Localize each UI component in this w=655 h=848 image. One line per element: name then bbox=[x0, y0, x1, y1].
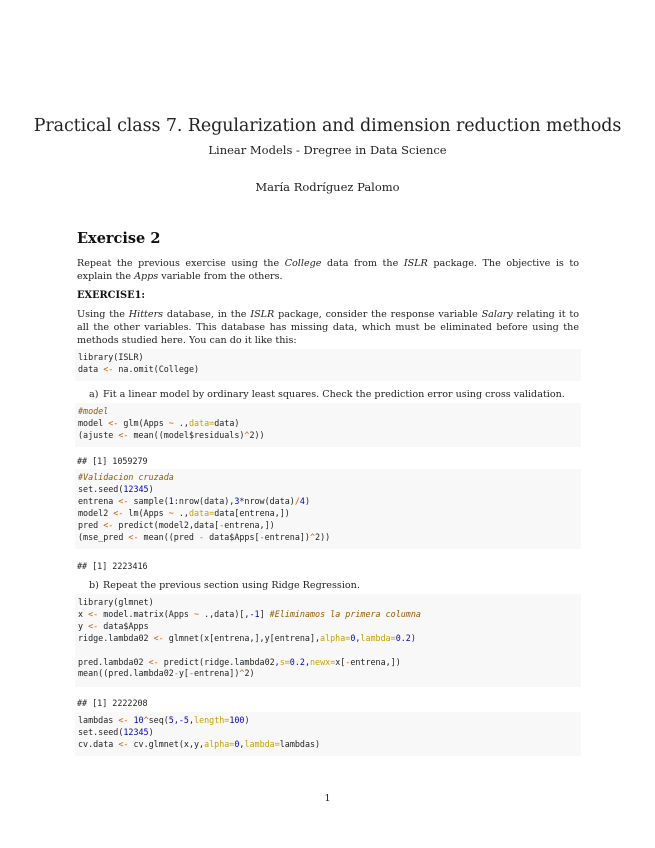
exercise1-paragraph: Using the Hitters database, in the ISLR package, consider the response variable Salary relating it to all the other variables. This database has missing data, which must be eliminated before using the methods studied here. You can do it like this: bbox=[77, 309, 580, 346]
subheading-exercise1: EXERCISE1: bbox=[77, 290, 146, 301]
code-block-cv-lambdas: lambdas <- 10^seq(5,-5,length=100) set.seed(12345) cv.data <- cv.glmnet(x,y,alpha=0,lambda=lambdas) bbox=[75, 712, 581, 756]
intro-paragraph: Repeat the previous exercise using the College data from the ISLR package. The objective is to explain the Apps variable from the others. bbox=[77, 258, 580, 282]
output-ols: ## [1] 1059279 bbox=[77, 456, 148, 466]
output-cross-validation: ## [1] 2223416 bbox=[77, 561, 148, 571]
list-item-b: b) Repeat the previous section using Ridge Regression. bbox=[89, 580, 360, 591]
code-block-ols-model: #model model <- glm(Apps ~ .,data=data) (ajuste <- mean((model$residuals)^2)) bbox=[75, 403, 581, 447]
section-heading: Exercise 2 bbox=[77, 230, 161, 247]
code-block-ridge: library(glmnet) x <- model.matrix(Apps ~ .,data)[,-1] #Eliminamos la primera columna y <- data$Apps ridge.lambda02 <- glmnet(x[entrena,],y[entrena],alpha=0,lambda=0.2) pred.lambda02 <- predict(ridge.lambda02,s=0.2,newx=x[-entrena,]) mean((pred.lambda02-y[-entrena])^2) bbox=[75, 594, 581, 687]
list-item-a: a) Fit a linear model by ordinary least squares. Check the prediction error using cross validation. bbox=[89, 389, 565, 400]
output-ridge: ## [1] 2222208 bbox=[77, 698, 148, 708]
code-block-load-data: library(ISLR) data <- na.omit(College) bbox=[75, 349, 581, 381]
document-title: Practical class 7. Regularization and dimension reduction methods bbox=[33, 116, 622, 136]
document-author: María Rodríguez Palomo bbox=[255, 180, 400, 194]
page-number: 1 bbox=[324, 793, 331, 804]
code-block-cross-validation: #Validacion cruzada set.seed(12345) entrena <- sample(1:nrow(data),3*nrow(data)/4) model2 <- lm(Apps ~ .,data=data[entrena,]) pred <- predict(model2,data[-entrena,]) (mse_pred <- mean((pred - data$Apps[-entrena])^2)) bbox=[75, 469, 581, 549]
document-subtitle: Linear Models - Dregree in Data Science bbox=[208, 143, 447, 157]
